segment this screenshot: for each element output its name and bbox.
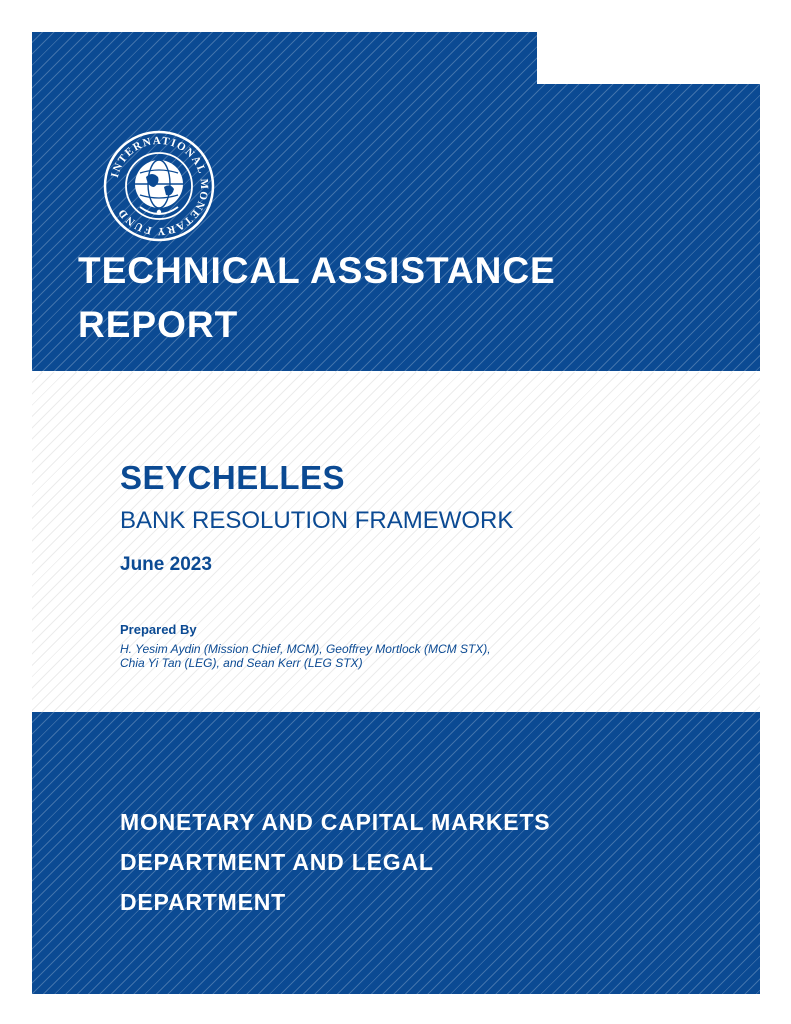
report-date: June 2023 — [120, 554, 212, 575]
department-name — [120, 802, 720, 922]
authors-list — [120, 642, 680, 670]
report-cover — [32, 32, 760, 994]
imf-seal-logo — [102, 129, 216, 243]
department-line3: DEPARTMENT — [120, 889, 287, 915]
report-title-line2: REPORT — [78, 304, 239, 345]
department-line1: MONETARY AND CAPITAL MARKETS — [120, 809, 551, 835]
report-title — [78, 244, 718, 352]
report-subtitle: BANK RESOLUTION FRAMEWORK — [120, 507, 514, 534]
authors-line2: Chia Yi Tan (LEG), and Sean Kerr (LEG STX) — [120, 656, 363, 670]
report-title-line1: TECHNICAL ASSISTANCE — [78, 250, 556, 291]
svg-text:INTERNATIONAL MONETARY FUND: INTERNATIONAL MONETARY FUND — [108, 134, 211, 238]
authors-line1: H. Yesim Aydin (Mission Chief, MCM), Geoffrey Mortlock (MCM STX), — [120, 642, 491, 656]
prepared-by-label: Prepared By — [120, 622, 197, 637]
corner-white-box — [537, 32, 760, 84]
department-line2: DEPARTMENT AND LEGAL — [120, 849, 434, 875]
country-name: SEYCHELLES — [120, 459, 346, 496]
